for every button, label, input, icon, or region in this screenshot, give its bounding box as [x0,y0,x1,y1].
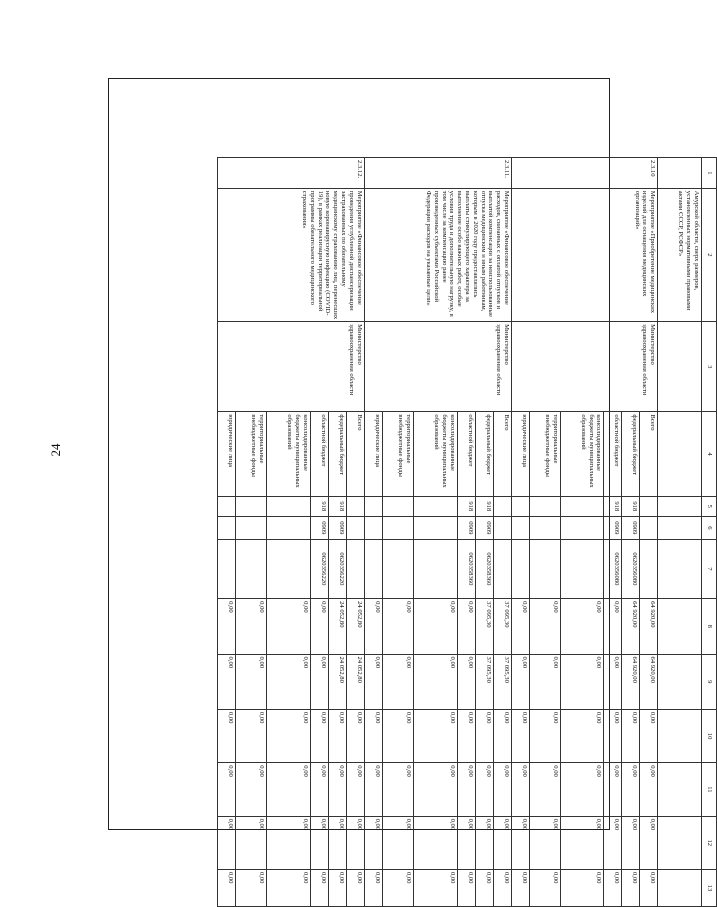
amount-cell: 0,00 [236,869,267,906]
amount-cell: 0,00 [457,709,475,762]
funding-source: федеральный бюджет [475,412,493,496]
header-cell: 11 [702,763,717,816]
header-cell: 10 [702,709,717,762]
csr-code: 0620356080 [604,539,622,599]
amount-cell: 0,00 [218,654,236,709]
amount-cell: 0,00 [218,763,236,816]
csr-code [266,539,310,599]
amount-cell: 0,00 [364,599,382,654]
amount-cell: 24 052,80 [346,654,364,709]
header-cell: 5 [702,496,717,517]
amount-cell: 0,00 [266,654,310,709]
rz-code [382,517,413,540]
rz-code [413,517,457,540]
grbs-code: 918 [475,496,493,517]
rz-code [493,517,511,540]
amount-cell: 0,00 [218,599,236,654]
amount-cell: 0,00 [622,869,640,906]
amount-cell: 24 052,80 [328,654,346,709]
amount-cell: 0,00 [511,869,529,906]
csr-code: 0620356220 [328,539,346,599]
header-cell: 3 [702,322,717,412]
funding-source: консолидированные бюджеты муниципальных образований [266,412,310,496]
grbs-code [218,496,236,517]
header-row [702,158,717,907]
grbs-code [640,496,658,517]
amount-cell: 0,00 [622,709,640,762]
grbs-code [413,496,457,517]
grbs-code [493,496,511,517]
amount-cell: 0,00 [493,869,511,906]
amount-cell: 0,00 [475,763,493,816]
empty-cell [658,599,702,654]
amount-cell: 0,00 [413,763,457,816]
amount-cell: 0,00 [413,816,457,869]
amount-cell: 0,00 [413,709,457,762]
section-number: 2.3.12. [218,158,365,189]
amount-cell: 0,00 [511,763,529,816]
amount-cell: 0,00 [475,709,493,762]
amount-cell: 0,00 [382,599,413,654]
amount-cell: 0,00 [457,763,475,816]
amount-cell: 0,00 [346,869,364,906]
header-cell: 2 [702,188,717,321]
amount-cell: 64 920,00 [640,654,658,709]
empty-cell [658,539,702,599]
csr-code [382,539,413,599]
amount-cell: 0,00 [310,869,328,906]
funding-source: федеральный бюджет [622,412,640,496]
amount-cell: 0,00 [413,869,457,906]
funding-source: консолидированные бюджеты муниципальных образований [560,412,604,496]
grbs-code: 918 [457,496,475,517]
amount-cell: 0,00 [382,654,413,709]
amount-cell: 0,00 [560,654,604,709]
funding-source: Всего [346,412,364,496]
amount-cell: 0,00 [364,709,382,762]
empty-cell [658,158,702,189]
section-number: 2.3.11. [364,158,511,189]
amount-cell: 0,00 [328,763,346,816]
header-cell: 12 [702,816,717,869]
header-cell: 4 [702,412,717,496]
amount-cell: 0,00 [529,599,560,654]
page-number: 24 [48,443,63,457]
amount-cell: 24 052,80 [346,599,364,654]
amount-cell: 0,00 [328,816,346,869]
funding-source: территориальные внебюджетные фонды [236,412,267,496]
continuation-row [658,158,702,907]
amount-cell: 0,00 [493,816,511,869]
amount-cell: 0,00 [218,709,236,762]
amount-cell: 0,00 [622,763,640,816]
csr-code [413,539,457,599]
amount-cell: 0,00 [310,763,328,816]
amount-cell: 0,00 [511,709,529,762]
amount-cell: 0,00 [560,763,604,816]
csr-code [236,539,267,599]
amount-cell: 0,00 [328,869,346,906]
amount-cell: 0,00 [604,869,622,906]
amount-cell: 0,00 [346,763,364,816]
funding-source: территориальные внебюджетные фонды [529,412,560,496]
amount-cell: 0,00 [310,709,328,762]
grbs-code [382,496,413,517]
amount-cell: 0,00 [640,869,658,906]
funding-source: юридические лица [364,412,382,496]
amount-cell: 0,00 [640,763,658,816]
amount-cell: 0,00 [511,654,529,709]
amount-cell: 0,00 [236,599,267,654]
amount-cell: 0,00 [457,869,475,906]
grbs-code: 918 [604,496,622,517]
amount-cell: 0,00 [413,599,457,654]
funding-source: федеральный бюджет [328,412,346,496]
rz-code: 0909 [604,517,622,540]
section-title: Мероприятие «Приобретение медицинских изделий для оснащения медицинских организаций» [511,188,657,321]
section-executor: Министерство здравоохранения области [218,322,365,412]
rz-code [364,517,382,540]
funding-source: Всего [493,412,511,496]
amount-cell: 0,00 [364,654,382,709]
funding-source: юридические лица [218,412,236,496]
amount-cell: 0,00 [529,763,560,816]
amount-cell: 37 095,30 [493,599,511,654]
amount-cell: 0,00 [266,763,310,816]
amount-cell: 0,00 [529,709,560,762]
amount-cell: 0,00 [218,816,236,869]
amount-cell: 0,00 [346,709,364,762]
rz-code: 0909 [475,517,493,540]
csr-code [640,539,658,599]
csr-code [511,539,529,599]
amount-cell: 0,00 [604,816,622,869]
amount-cell: 0,00 [529,654,560,709]
section-number: 2.3.10 [511,158,657,189]
document-table-frame [108,78,713,892]
empty-cell [658,517,702,540]
rz-code [529,517,560,540]
amount-cell: 0,00 [493,709,511,762]
amount-cell: 0,00 [457,599,475,654]
grbs-code [266,496,310,517]
amount-cell: 0,00 [310,599,328,654]
amount-cell: 0,00 [475,816,493,869]
grbs-code: 918 [310,496,328,517]
rz-code: 0909 [622,517,640,540]
table-row [640,158,658,907]
amount-cell: 0,00 [236,709,267,762]
funding-source: Всего [640,412,658,496]
csr-code [493,539,511,599]
amount-cell: 0,00 [328,709,346,762]
amount-cell: 0,00 [266,869,310,906]
csr-code: 0620358360 [475,539,493,599]
empty-cell [658,763,702,816]
amount-cell: 0,00 [604,599,622,654]
amount-cell: 0,00 [382,709,413,762]
amount-cell: 0,00 [266,599,310,654]
rz-code [560,517,604,540]
amount-cell: 0,00 [511,599,529,654]
amount-cell: 0,00 [493,763,511,816]
csr-code: 0620358360 [457,539,475,599]
amount-cell: 0,00 [382,816,413,869]
amount-cell: 0,00 [382,869,413,906]
amount-cell: 0,00 [604,709,622,762]
csr-code [218,539,236,599]
funding-source: областной бюджет [457,412,475,496]
rz-code [346,517,364,540]
amount-cell: 0,00 [475,869,493,906]
amount-cell: 0,00 [413,654,457,709]
amount-cell: 24 052,80 [328,599,346,654]
rz-code: 0909 [310,517,328,540]
csr-code [529,539,560,599]
amount-cell: 0,00 [236,816,267,869]
table-row [493,158,511,907]
grbs-code [236,496,267,517]
section-executor: Министерство здравоохранения области [511,322,657,412]
csr-code: 0620356080 [622,539,640,599]
empty-cell [658,496,702,517]
rz-code: 0909 [457,517,475,540]
csr-code [560,539,604,599]
header-cell: 9 [702,654,717,709]
funding-source: консолидированные бюджеты муниципальных образований [413,412,457,496]
grbs-code [529,496,560,517]
amount-cell: 0,00 [529,816,560,869]
grbs-code [346,496,364,517]
empty-cell [658,709,702,762]
rz-code [640,517,658,540]
grbs-code: 918 [622,496,640,517]
header-cell: 1 [702,158,717,189]
rz-code [266,517,310,540]
funding-source: областной бюджет [310,412,328,496]
amount-cell: 0,00 [511,816,529,869]
amount-cell: 0,00 [236,654,267,709]
grbs-code [511,496,529,517]
amount-cell: 0,00 [346,816,364,869]
amount-cell: 0,00 [604,654,622,709]
header-cell: 8 [702,599,717,654]
amount-cell: 0,00 [560,709,604,762]
header-cell: 6 [702,517,717,540]
amount-cell: 0,00 [640,709,658,762]
amount-cell: 0,00 [266,816,310,869]
amount-cell: 64 920,00 [622,654,640,709]
funding-source: территориальные внебюджетные фонды [382,412,413,496]
amount-cell: 0,00 [364,763,382,816]
empty-cell [658,654,702,709]
amount-cell: 37 095,30 [475,599,493,654]
grbs-code [560,496,604,517]
rotated-table-wrapper [217,157,717,907]
amount-cell: 0,00 [218,869,236,906]
amount-cell: 0,00 [236,763,267,816]
rz-code [511,517,529,540]
amount-cell: 64 920,00 [640,599,658,654]
amount-cell: 0,00 [622,816,640,869]
csr-code [364,539,382,599]
amount-cell: 37 095,30 [475,654,493,709]
amount-cell: 0,00 [560,816,604,869]
amount-cell: 0,00 [266,709,310,762]
table-row [346,158,364,907]
amount-cell: 0,00 [310,816,328,869]
rz-code [218,517,236,540]
amount-cell: 0,00 [604,763,622,816]
empty-cell [658,816,702,869]
amount-cell: 0,00 [310,654,328,709]
amount-cell: 37 095,30 [493,654,511,709]
csr-code [346,539,364,599]
header-cell: 7 [702,539,717,599]
header-cell: 13 [702,869,717,906]
amount-cell: 0,00 [457,654,475,709]
amount-cell: 0,00 [560,599,604,654]
amount-cell: 0,00 [529,869,560,906]
program-table [217,157,717,907]
amount-cell: 64 920,00 [622,599,640,654]
funding-source: областной бюджет [604,412,622,496]
continuation-text: Амурской области, сверх размеров, установленных нормативными правовыми актами СССР, РСФСР» [658,188,702,321]
section-title: Мероприятие «Финансовое обеспечение расходов, связанных с оплатой отпусков и выплатой компенсации за неиспользованные отпуска медицинским и иным работникам, которым в 2020 году предоставлялись выплаты стимулирующего характера за выполнение особо важных работ, особые условия труда и дополнительную нагрузку, в том числе за компенсацию ранее произведенных субъектами Российской Федерации расходов на указанные цели» [364,188,511,321]
amount-cell: 0,00 [364,869,382,906]
amount-cell: 0,00 [457,816,475,869]
empty-cell [658,412,702,496]
section-title: Мероприятие «Финансовое обеспечение проведения углубленной диспансеризации застрахованных по обязательному медицинскому страхованию лиц, перенесших новую коронавирусную инфекцию (COVID-19), в рамках реализации территориальной программы обязательного медицинского страхования» [218,188,365,321]
grbs-code [364,496,382,517]
csr-code: 0620356220 [310,539,328,599]
empty-cell [658,322,702,412]
amount-cell: 0,00 [382,763,413,816]
rz-code: 0909 [328,517,346,540]
section-executor: Министерство здравоохранения области [364,322,511,412]
amount-cell: 0,00 [560,869,604,906]
funding-source: юридические лица [511,412,529,496]
empty-cell [658,869,702,906]
amount-cell: 0,00 [640,816,658,869]
grbs-code: 918 [328,496,346,517]
amount-cell: 0,00 [364,816,382,869]
rz-code [236,517,267,540]
